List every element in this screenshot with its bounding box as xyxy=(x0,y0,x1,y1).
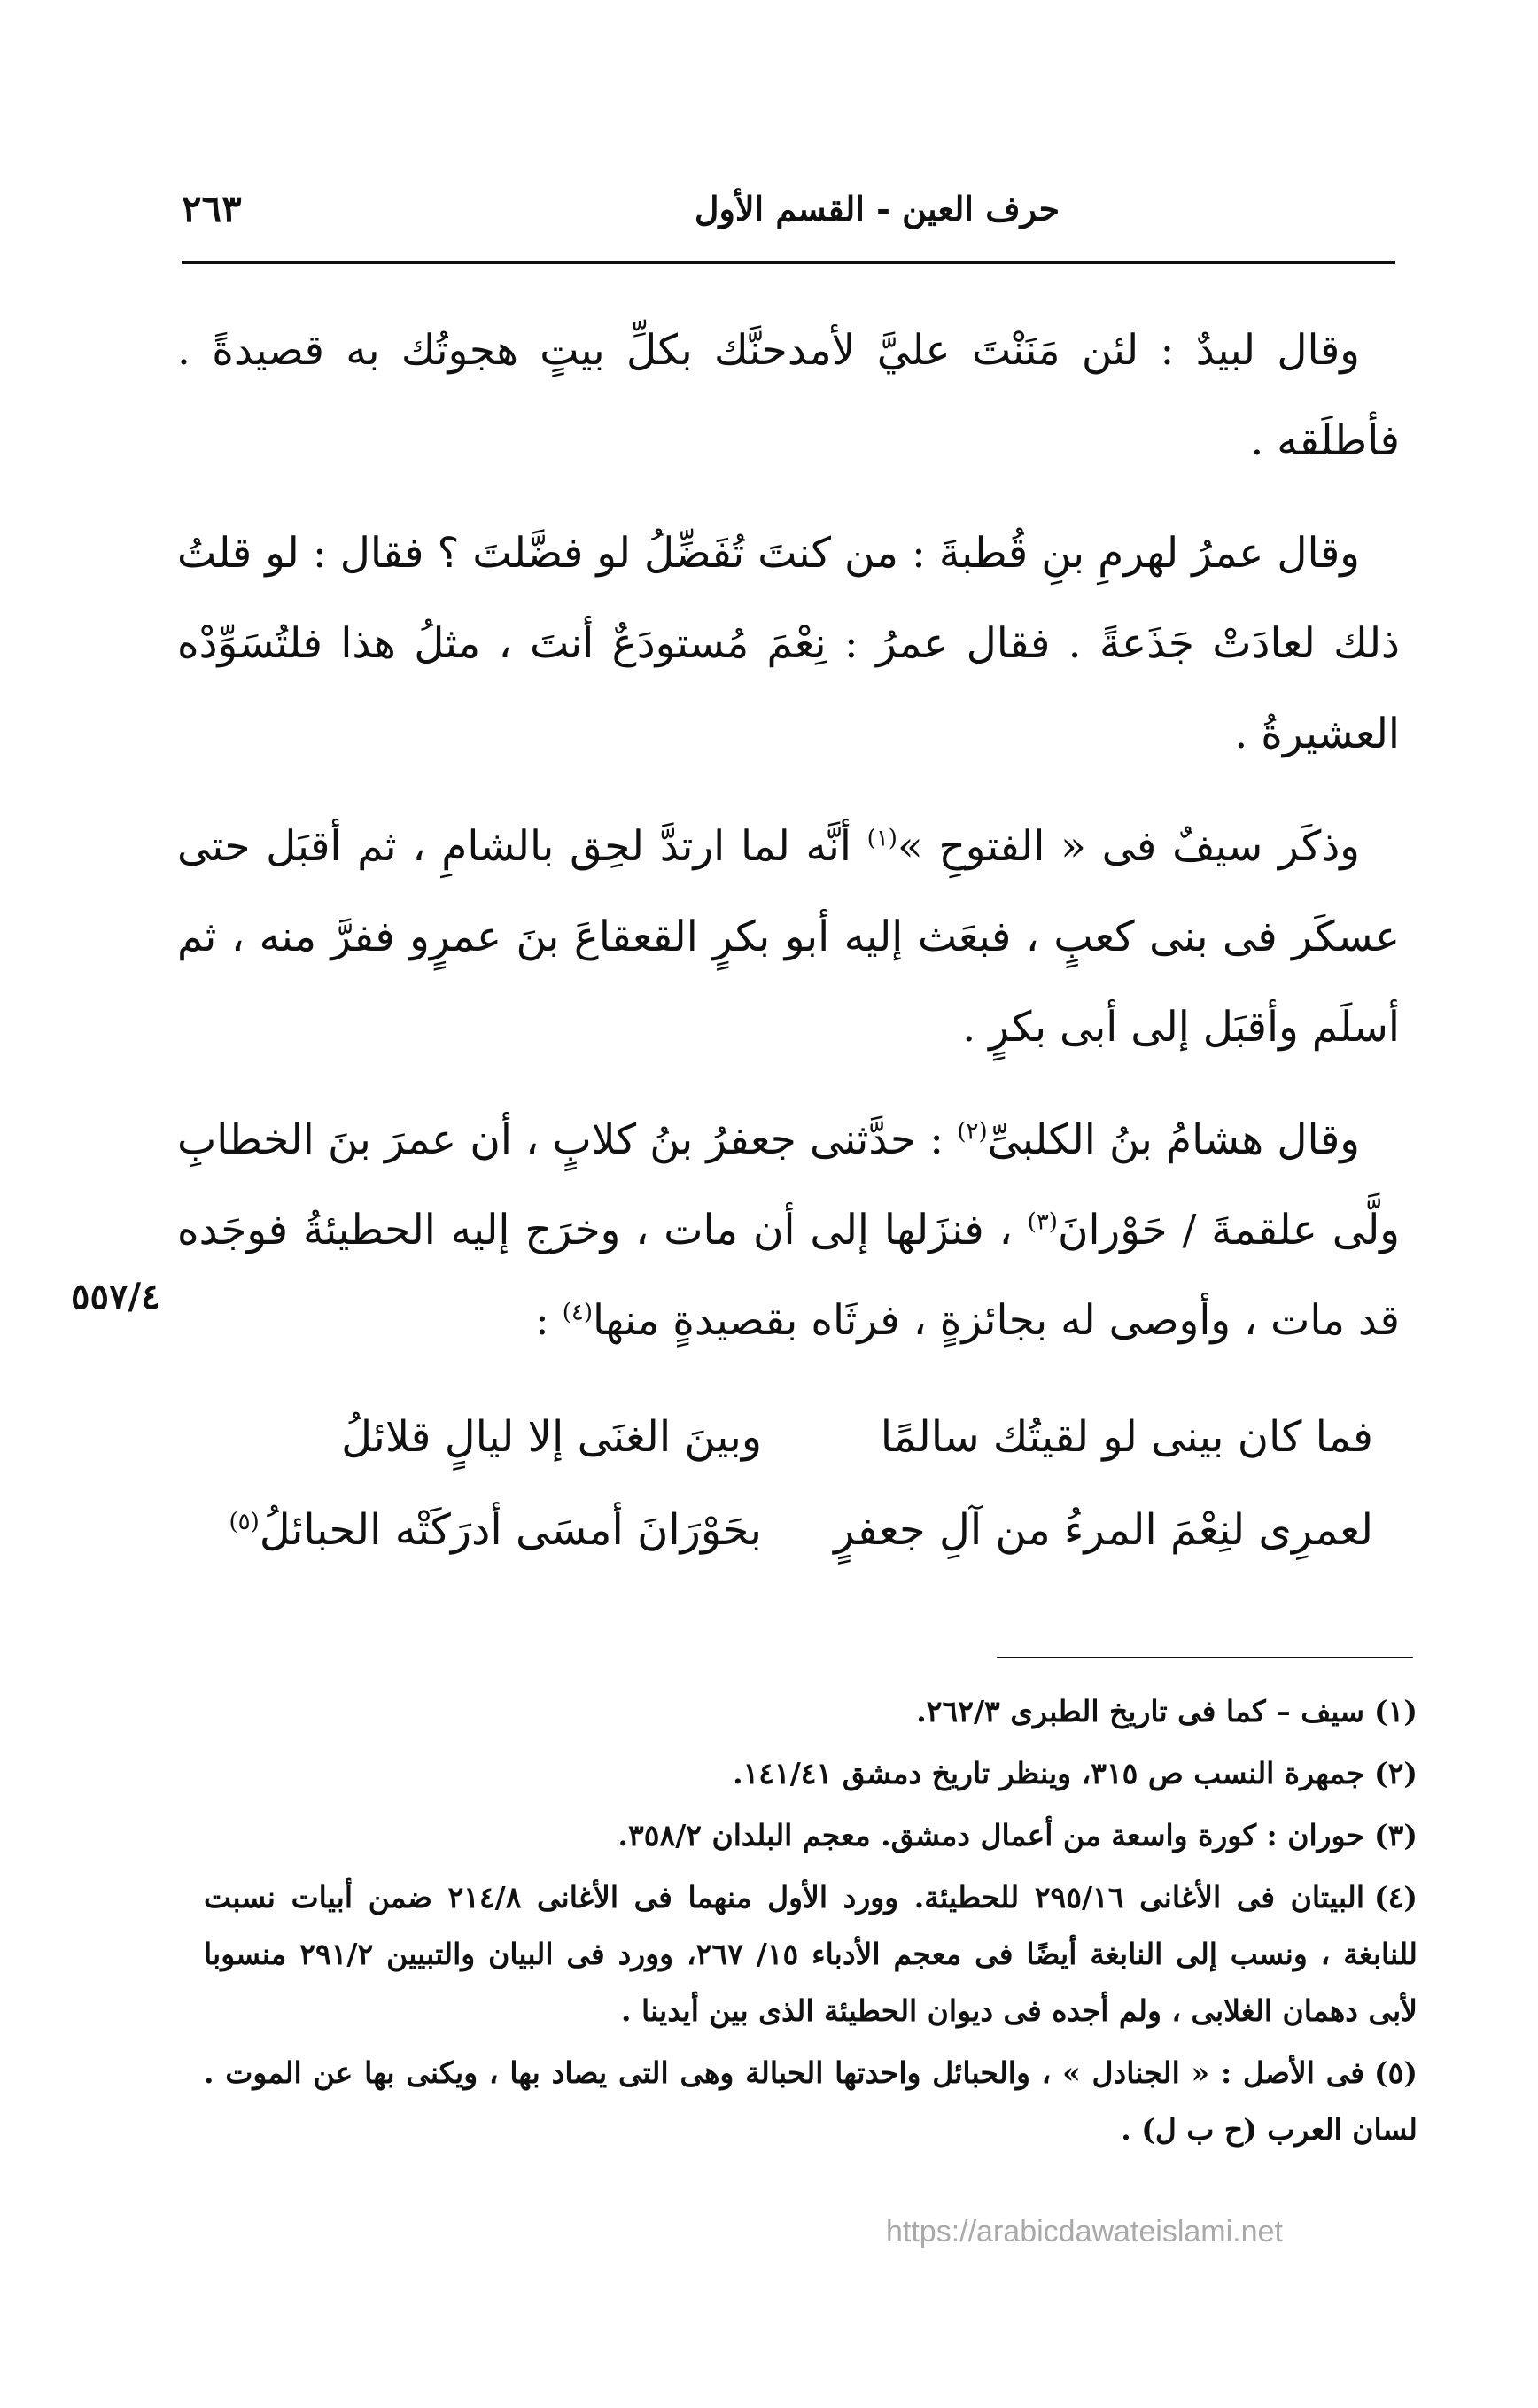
paragraph-4-text-c: ، فنزَلها إلى أن مات ، وخرَج إليه الحطيئةُ فوجَده قد مات ، وأوصى له بجائزةٍ ، فرثَاه بقصيدةٍ منها xyxy=(177,1206,1400,1345)
footnote-5-number: (٥) xyxy=(1374,2055,1418,2090)
footnote-2-text: جمهرة النسب ص ٣١٥، وينظر تاريخ دمشق ١٤١/٤١. xyxy=(733,1756,1364,1790)
footnote-4 xyxy=(204,1869,1418,2039)
main-text xyxy=(177,306,1400,1388)
paragraph-3-text-b: أنَّه لما ارتدَّ لحِق بالشامِ ، ثم أقبَل حتى عسكَر فى بنى كعبٍ ، فبعَث إليه أبو بكرٍ القعقاعَ بنَ عمرٍو ففرَّ منه ، ثم أسلَم وأقبَل إلى أبى بكرٍ . xyxy=(177,822,1400,1052)
chapter-title: حرف العين - القسم الأول xyxy=(694,189,1060,229)
verse-2-second-text: بحَوْرَانَ أمسَى أدرَكَتْه الحبائلُ xyxy=(259,1505,762,1555)
running-header xyxy=(182,182,1395,244)
footnote-ref-4: (٤) xyxy=(562,1299,594,1326)
verse-1-first-hemistich: فما كان بينى لو لقيتُك سالمًا xyxy=(880,1412,1373,1462)
verse-2-first-hemistich: لعمرِى لنِعْمَ المرءُ من آلِ جعفرٍ xyxy=(834,1505,1373,1555)
paragraph-4-text-d: : xyxy=(534,1296,563,1345)
paragraph-3-text-a: وذكَر سيفٌ فى « الفتوحِ » xyxy=(897,822,1360,871)
verse-1-second-hemistich: وبينَ الغنَى إلا ليالٍ قلائلُ xyxy=(341,1412,762,1462)
footnote-ref-5: (٥) xyxy=(229,1509,260,1535)
footnote-4-number: (٤) xyxy=(1374,1880,1418,1915)
footnote-ref-1: (١) xyxy=(866,825,897,852)
footnote-ref-3: (٣) xyxy=(1027,1208,1058,1236)
page-number: ٢٦٣ xyxy=(182,187,242,230)
footnote-2-number: (٢) xyxy=(1374,1756,1418,1790)
paragraph-4 xyxy=(177,1095,1400,1366)
footnotes xyxy=(204,1683,1418,2163)
footnote-1-text: سيف – كما فى تاريخ الطبرى ٢٦٢/٣. xyxy=(916,1694,1364,1728)
footnote-1-number: (١) xyxy=(1374,1694,1418,1728)
footnote-rule xyxy=(997,1657,1413,1658)
verse-2 xyxy=(204,1484,1373,1577)
header-rule xyxy=(182,261,1395,264)
watermark-url: https://arabicdawateislami.net xyxy=(886,2215,1283,2249)
footnote-1 xyxy=(204,1683,1418,1740)
paragraph-4-text-a: وقال هشامُ بنُ الكلبىِّ xyxy=(987,1115,1360,1164)
footnote-2 xyxy=(204,1745,1418,1802)
footnote-3-text: حوران : كورة واسعة من أعمال دمشق. معجم البلدان ٣٥٨/٢. xyxy=(618,1818,1364,1853)
footnote-3-number: (٣) xyxy=(1374,1818,1418,1853)
margin-reference: ٥٥٧/٤ xyxy=(71,1276,160,1317)
footnote-4-text: البيتان فى الأغانى ٢٩٥/١٦ للحطيئة. وورد الأول منهما فى الأغانى ٢١٤/٨ ضمن أبيات نسبت للنابغة ، ونسب إلى النابغة أيضًا فى معجم الأدباء ١٥/ ٢٦٧، وورد فى البيان والتبيين ٢٩١/٢ منسوبا لأبى دهمان الغلابى ، ولم أجده فى ديوان الحطيئة الذى بين أيدينا . xyxy=(204,1880,1418,2028)
paragraph-4-text-b: : حدَّثنى جعفرُ بنُ كلابٍ ، أن عمرَ بنَ الخطابِ ولَّى علقمةَ / حَوْرانَ xyxy=(177,1115,1400,1254)
paragraph-1: وقال لبيدٌ : لئن مَنَنْتَ عليَّ لأمدحنَّك بكلِّ بيتٍ هجوتُك به قصيدةً . فأطلَقه . xyxy=(177,326,1400,465)
poem xyxy=(204,1391,1373,1577)
footnote-5-text: فى الأصل : « الجنادل » ، والحبائل واحدتها الحبالة وهى التى يصاد بها ، ويكنى بها عن الموت . لسان العرب (ح ب ل) . xyxy=(204,2055,1418,2147)
paragraph-3 xyxy=(177,802,1400,1073)
paragraph-2: وقال عمرُ لهرمِ بنِ قُطبةَ : من كنتَ تُفَضِّلُ لو فضَّلتَ ؟ فقال : لو قلتُ ذلك لعادَتْ جَذَعةً . فقال عمرُ : نِعْمَ مُستودَعٌ أنتَ ، مثلُ هذا فلتُسَوِّدْه العشيرةُ . xyxy=(177,529,1400,758)
verse-2-second-hemistich xyxy=(204,1484,762,1577)
footnote-5 xyxy=(204,2045,1418,2158)
footnote-ref-2: (٢) xyxy=(957,1118,988,1146)
footnote-3 xyxy=(204,1807,1418,1864)
verse-1 xyxy=(204,1391,1373,1484)
